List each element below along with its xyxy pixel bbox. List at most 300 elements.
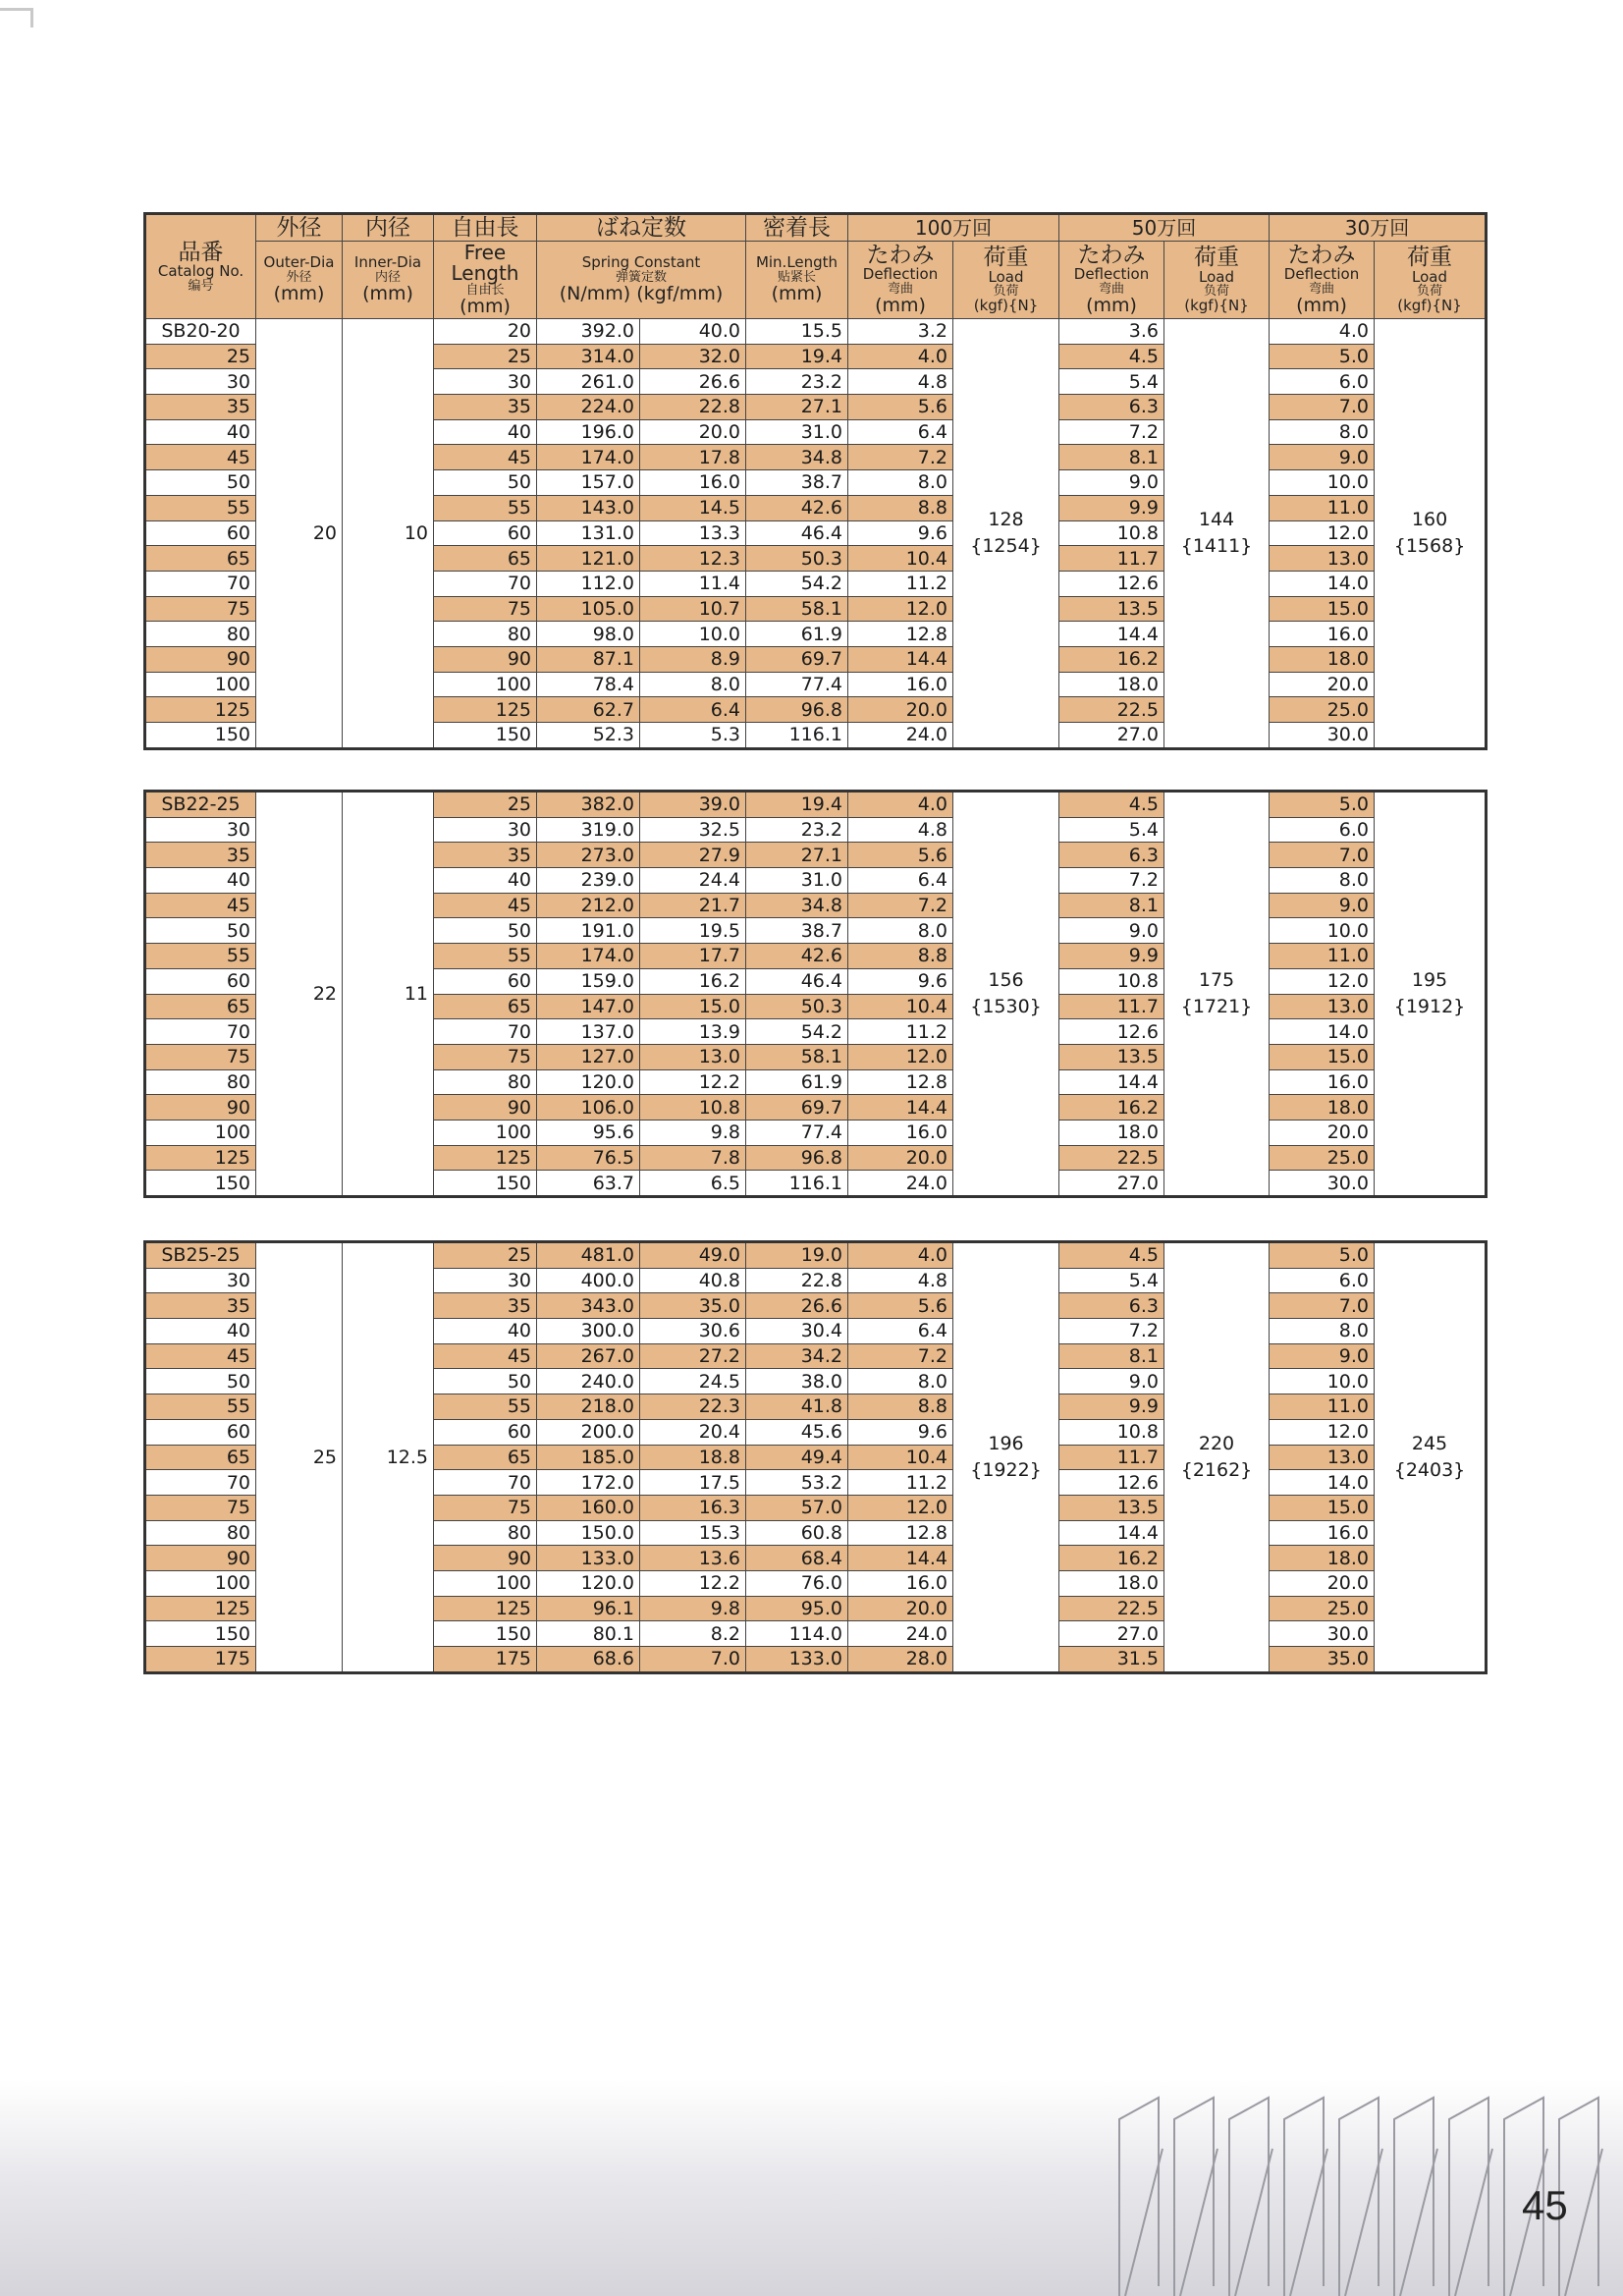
cell-deflection-1: 14.4 (848, 1546, 953, 1571)
cell-deflection-2: 8.1 (1059, 1343, 1164, 1369)
cell-min-length: 53.2 (746, 1470, 848, 1496)
cell-spring-n: 105.0 (537, 596, 640, 622)
table-row (145, 319, 1487, 345)
cell-deflection-1: 10.4 (848, 546, 953, 572)
cell-spring-kgf: 24.4 (640, 868, 746, 894)
cell-spring-n: 174.0 (537, 445, 640, 470)
cell-deflection-3: 35.0 (1270, 1647, 1375, 1673)
cell-min-length: 133.0 (746, 1647, 848, 1673)
load-kgf: 196 (988, 1432, 1024, 1454)
cell-min-length: 15.5 (746, 319, 848, 345)
cell-min-length: 31.0 (746, 419, 848, 445)
cell-outer-dia: 22 (256, 792, 343, 1197)
cell-deflection-3: 18.0 (1270, 1095, 1375, 1121)
cell-spring-kgf: 16.0 (640, 470, 746, 496)
cell-deflection-2: 9.0 (1059, 1369, 1164, 1394)
cell-catalog-no: 50 (145, 1369, 256, 1394)
cell-deflection-2: 8.1 (1059, 445, 1164, 470)
cell-deflection-2: 11.7 (1059, 1445, 1164, 1470)
cell-spring-n: 224.0 (537, 395, 640, 420)
cell-catalog-no: 45 (145, 1343, 256, 1369)
cell-min-length: 23.2 (746, 817, 848, 843)
cell-min-length: 19.4 (746, 792, 848, 818)
cell-deflection-2: 12.6 (1059, 571, 1164, 596)
cell-spring-kgf: 8.0 (640, 672, 746, 697)
cell-spring-kgf: 9.8 (640, 1120, 746, 1145)
cell-deflection-1: 12.0 (848, 1495, 953, 1520)
cell-free-length: 80 (434, 622, 537, 647)
spec-table-sb22 (143, 790, 1488, 1198)
cell-min-length: 41.8 (746, 1394, 848, 1420)
cell-deflection-3: 10.0 (1270, 918, 1375, 944)
cell-catalog-no: 80 (145, 1069, 256, 1095)
cell-deflection-1: 4.0 (848, 792, 953, 818)
cell-deflection-1: 12.0 (848, 596, 953, 622)
cell-min-length: 114.0 (746, 1621, 848, 1647)
cell-deflection-2: 27.0 (1059, 723, 1164, 749)
cell-deflection-3: 12.0 (1270, 520, 1375, 546)
cell-spring-kgf: 13.9 (640, 1019, 746, 1045)
cell-spring-n: 172.0 (537, 1470, 640, 1496)
cell-min-length: 60.8 (746, 1520, 848, 1546)
cell-spring-kgf: 24.5 (640, 1369, 746, 1394)
cell-catalog-no: 70 (145, 1470, 256, 1496)
cell-catalog-no: 75 (145, 1495, 256, 1520)
cell-min-length: 42.6 (746, 944, 848, 969)
cell-spring-kgf: 13.3 (640, 520, 746, 546)
cell-catalog-no: 75 (145, 596, 256, 622)
cell-free-length: 100 (434, 1570, 537, 1596)
cell-deflection-3: 25.0 (1270, 697, 1375, 723)
cell-catalog-no: 30 (145, 817, 256, 843)
cell-deflection-3: 4.0 (1270, 319, 1375, 345)
cell-free-length: 50 (434, 470, 537, 496)
cell-deflection-1: 11.2 (848, 1470, 953, 1496)
cell-deflection-1: 8.8 (848, 1394, 953, 1420)
cell-catalog-no: 50 (145, 918, 256, 944)
cell-catalog-no: 75 (145, 1044, 256, 1069)
cell-deflection-2: 4.5 (1059, 792, 1164, 818)
cell-catalog-no: 60 (145, 520, 256, 546)
header-inner: Inner-Dia 内径 (mm) (343, 242, 434, 319)
cell-catalog-no: 90 (145, 1546, 256, 1571)
header-free: Free Length 自由长 (mm) (434, 242, 537, 319)
cell-deflection-2: 10.8 (1059, 968, 1164, 994)
cell-min-length: 42.6 (746, 495, 848, 520)
cell-deflection-3: 8.0 (1270, 419, 1375, 445)
cell-spring-kgf: 27.2 (640, 1343, 746, 1369)
cell-spring-n: 174.0 (537, 944, 640, 969)
cell-spring-n: 240.0 (537, 1369, 640, 1394)
cell-deflection-2: 8.1 (1059, 893, 1164, 918)
load-kgf: 220 (1198, 1432, 1235, 1454)
header-group-1m: 100万回 (848, 214, 1059, 242)
cell-spring-kgf: 17.8 (640, 445, 746, 470)
cell-spring-n: 392.0 (537, 319, 640, 345)
cell-deflection-2: 4.5 (1059, 344, 1164, 369)
cell-spring-n: 133.0 (537, 1546, 640, 1571)
cell-free-length: 75 (434, 1495, 537, 1520)
cell-deflection-1: 24.0 (848, 1171, 953, 1197)
cell-deflection-1: 12.0 (848, 1044, 953, 1069)
cell-deflection-1: 9.6 (848, 1419, 953, 1445)
cell-spring-kgf: 13.0 (640, 1044, 746, 1069)
cell-free-length: 70 (434, 1470, 537, 1496)
page-number: 45 (1522, 2182, 1568, 2228)
cell-spring-kgf: 26.6 (640, 369, 746, 395)
header-load-2: 荷重 Load 负荷 (kgf){N} (1164, 242, 1270, 319)
cell-free-length: 60 (434, 968, 537, 994)
cell-catalog-no: SB20-20 (145, 319, 256, 345)
cell-free-length: 35 (434, 395, 537, 420)
cell-deflection-3: 7.0 (1270, 843, 1375, 868)
cell-catalog-no: 125 (145, 697, 256, 723)
cell-catalog-no: 80 (145, 622, 256, 647)
load-kgf: 160 (1411, 508, 1448, 530)
cell-free-length: 65 (434, 994, 537, 1019)
cell-deflection-3: 5.0 (1270, 1242, 1375, 1269)
cell-free-length: 100 (434, 1120, 537, 1145)
cell-deflection-2: 9.9 (1059, 1394, 1164, 1420)
cell-free-length: 30 (434, 1268, 537, 1293)
cell-spring-kgf: 9.8 (640, 1596, 746, 1621)
cell-deflection-3: 18.0 (1270, 646, 1375, 672)
cell-deflection-2: 27.0 (1059, 1621, 1164, 1647)
cell-free-length: 35 (434, 1293, 537, 1319)
cell-deflection-2: 14.4 (1059, 1520, 1164, 1546)
cell-free-length: 30 (434, 369, 537, 395)
cell-deflection-2: 6.3 (1059, 843, 1164, 868)
cell-deflection-2: 18.0 (1059, 1570, 1164, 1596)
cell-deflection-1: 4.8 (848, 369, 953, 395)
cell-free-length: 150 (434, 1621, 537, 1647)
cell-min-length: 34.8 (746, 445, 848, 470)
cell-spring-kgf: 40.8 (640, 1268, 746, 1293)
table-header (145, 214, 1487, 319)
load-n: {1912} (1393, 996, 1466, 1017)
cell-deflection-3: 7.0 (1270, 1293, 1375, 1319)
cell-deflection-1: 4.0 (848, 344, 953, 369)
cell-spring-n: 200.0 (537, 1419, 640, 1445)
cell-min-length: 69.7 (746, 1095, 848, 1121)
cell-free-length: 70 (434, 571, 537, 596)
cell-deflection-3: 15.0 (1270, 1495, 1375, 1520)
cell-deflection-3: 20.0 (1270, 1570, 1375, 1596)
cell-deflection-3: 11.0 (1270, 495, 1375, 520)
cell-spring-n: 319.0 (537, 817, 640, 843)
cell-deflection-3: 9.0 (1270, 445, 1375, 470)
cell-deflection-1: 7.2 (848, 893, 953, 918)
cell-free-length: 25 (434, 792, 537, 818)
cell-deflection-2: 6.3 (1059, 395, 1164, 420)
header-min-jp: 密着長 (746, 214, 848, 242)
cell-deflection-3: 15.0 (1270, 1044, 1375, 1069)
cell-min-length: 27.1 (746, 395, 848, 420)
cell-deflection-2: 13.5 (1059, 596, 1164, 622)
load-kgf: 175 (1198, 969, 1235, 991)
cell-deflection-1: 5.6 (848, 1293, 953, 1319)
cell-load-3 (1375, 319, 1487, 749)
cell-spring-n: 112.0 (537, 571, 640, 596)
cell-deflection-3: 18.0 (1270, 1546, 1375, 1571)
cell-deflection-3: 16.0 (1270, 1069, 1375, 1095)
cell-free-length: 125 (434, 697, 537, 723)
cell-deflection-3: 16.0 (1270, 622, 1375, 647)
header-spring-jp: ばね定数 (537, 214, 746, 242)
cell-deflection-2: 4.5 (1059, 1242, 1164, 1269)
cell-spring-kgf: 7.8 (640, 1145, 746, 1171)
cell-spring-n: 273.0 (537, 843, 640, 868)
cell-free-length: 55 (434, 495, 537, 520)
cell-catalog-no: 125 (145, 1145, 256, 1171)
cell-deflection-2: 9.9 (1059, 944, 1164, 969)
cell-deflection-1: 4.8 (848, 817, 953, 843)
cell-spring-kgf: 15.0 (640, 994, 746, 1019)
cell-deflection-2: 12.6 (1059, 1470, 1164, 1496)
cell-deflection-1: 16.0 (848, 1120, 953, 1145)
header-min: Min.Length 贴紧长 (mm) (746, 242, 848, 319)
cell-deflection-1: 11.2 (848, 571, 953, 596)
cell-deflection-3: 13.0 (1270, 994, 1375, 1019)
cell-free-length: 40 (434, 1319, 537, 1344)
cell-min-length: 38.7 (746, 918, 848, 944)
cell-free-length: 45 (434, 445, 537, 470)
cell-free-length: 90 (434, 1546, 537, 1571)
cell-min-length: 34.8 (746, 893, 848, 918)
cell-deflection-1: 4.0 (848, 1242, 953, 1269)
cell-deflection-2: 16.2 (1059, 1095, 1164, 1121)
cell-min-length: 54.2 (746, 1019, 848, 1045)
cell-spring-n: 314.0 (537, 344, 640, 369)
cell-deflection-2: 11.7 (1059, 994, 1164, 1019)
cell-deflection-1: 7.2 (848, 1343, 953, 1369)
cell-spring-n: 147.0 (537, 994, 640, 1019)
cell-free-length: 90 (434, 646, 537, 672)
cell-spring-kgf: 22.8 (640, 395, 746, 420)
cell-spring-kgf: 12.2 (640, 1069, 746, 1095)
cell-spring-n: 191.0 (537, 918, 640, 944)
cell-catalog-no: 70 (145, 571, 256, 596)
cell-catalog-no: 65 (145, 1445, 256, 1470)
cell-spring-n: 143.0 (537, 495, 640, 520)
cell-spring-kgf: 40.0 (640, 319, 746, 345)
header-deflection-2: たわみ Deflection 弯曲 (mm) (1059, 242, 1164, 319)
cell-spring-kgf: 32.5 (640, 817, 746, 843)
cell-spring-n: 62.7 (537, 697, 640, 723)
cell-deflection-3: 11.0 (1270, 1394, 1375, 1420)
cell-catalog-no: 55 (145, 495, 256, 520)
cell-outer-dia: 25 (256, 1242, 343, 1673)
cell-free-length: 55 (434, 1394, 537, 1420)
cell-catalog-no: 100 (145, 1120, 256, 1145)
cell-spring-kgf: 49.0 (640, 1242, 746, 1269)
load-kgf: 245 (1411, 1432, 1448, 1454)
cell-min-length: 22.8 (746, 1268, 848, 1293)
cell-free-length: 125 (434, 1596, 537, 1621)
cell-deflection-2: 11.7 (1059, 546, 1164, 572)
cell-deflection-1: 11.2 (848, 1019, 953, 1045)
cell-min-length: 68.4 (746, 1546, 848, 1571)
cell-min-length: 96.8 (746, 697, 848, 723)
cell-catalog-no: SB25-25 (145, 1242, 256, 1269)
cell-spring-n: 261.0 (537, 369, 640, 395)
cell-catalog-no: 125 (145, 1596, 256, 1621)
cell-deflection-3: 9.0 (1270, 1343, 1375, 1369)
cell-free-length: 40 (434, 419, 537, 445)
cell-spring-n: 120.0 (537, 1069, 640, 1095)
cell-deflection-1: 8.0 (848, 918, 953, 944)
load-n: {1254} (970, 534, 1042, 557)
cell-min-length: 95.0 (746, 1596, 848, 1621)
cell-spring-kgf: 20.0 (640, 419, 746, 445)
cell-min-length: 116.1 (746, 1171, 848, 1197)
cell-min-length: 77.4 (746, 672, 848, 697)
cell-inner-dia: 11 (343, 792, 434, 1197)
load-kgf: 195 (1411, 969, 1448, 991)
cell-deflection-1: 12.8 (848, 1520, 953, 1546)
cell-min-length: 69.7 (746, 646, 848, 672)
cell-catalog-no: 60 (145, 1419, 256, 1445)
cell-spring-kgf: 8.2 (640, 1621, 746, 1647)
cell-deflection-3: 6.0 (1270, 817, 1375, 843)
cell-spring-n: 121.0 (537, 546, 640, 572)
cell-spring-n: 80.1 (537, 1621, 640, 1647)
cell-deflection-2: 7.2 (1059, 868, 1164, 894)
cell-deflection-1: 8.8 (848, 944, 953, 969)
cell-spring-kgf: 39.0 (640, 792, 746, 818)
cell-deflection-2: 3.6 (1059, 319, 1164, 345)
cell-min-length: 46.4 (746, 520, 848, 546)
cell-min-length: 50.3 (746, 994, 848, 1019)
cell-catalog-no: 35 (145, 843, 256, 868)
cell-spring-n: 481.0 (537, 1242, 640, 1269)
cell-deflection-3: 9.0 (1270, 893, 1375, 918)
cell-catalog-no: 150 (145, 1621, 256, 1647)
cell-spring-n: 76.5 (537, 1145, 640, 1171)
cell-min-length: 31.0 (746, 868, 848, 894)
cell-free-length: 100 (434, 672, 537, 697)
cell-spring-kgf: 17.5 (640, 1470, 746, 1496)
cell-catalog-no: 65 (145, 994, 256, 1019)
cell-min-length: 34.2 (746, 1343, 848, 1369)
cell-deflection-1: 16.0 (848, 1570, 953, 1596)
cell-deflection-1: 8.0 (848, 1369, 953, 1394)
cell-deflection-1: 7.2 (848, 445, 953, 470)
load-n: {1411} (1180, 534, 1253, 557)
cell-spring-n: 157.0 (537, 470, 640, 496)
cell-deflection-2: 7.2 (1059, 1319, 1164, 1344)
cell-load-1 (953, 319, 1059, 749)
cell-deflection-3: 11.0 (1270, 944, 1375, 969)
cell-deflection-1: 8.0 (848, 470, 953, 496)
cell-deflection-2: 5.4 (1059, 369, 1164, 395)
cell-free-length: 25 (434, 1242, 537, 1269)
cell-spring-kgf: 12.2 (640, 1570, 746, 1596)
cell-deflection-2: 27.0 (1059, 1171, 1164, 1197)
cell-deflection-1: 28.0 (848, 1647, 953, 1673)
cell-deflection-2: 22.5 (1059, 1596, 1164, 1621)
table-body-sb25 (145, 1242, 1487, 1673)
cell-spring-n: 185.0 (537, 1445, 640, 1470)
cell-load-3 (1375, 792, 1487, 1197)
cell-spring-kgf: 14.5 (640, 495, 746, 520)
cell-spring-kgf: 16.3 (640, 1495, 746, 1520)
cell-spring-kgf: 10.8 (640, 1095, 746, 1121)
cell-min-length: 30.4 (746, 1319, 848, 1344)
cell-deflection-1: 12.8 (848, 622, 953, 647)
cell-deflection-3: 14.0 (1270, 1019, 1375, 1045)
cell-free-length: 150 (434, 1171, 537, 1197)
cell-deflection-1: 9.6 (848, 520, 953, 546)
cell-free-length: 80 (434, 1069, 537, 1095)
cell-free-length: 65 (434, 546, 537, 572)
load-n: {2162} (1180, 1458, 1253, 1481)
cell-inner-dia: 10 (343, 319, 434, 749)
cell-spring-kgf: 6.5 (640, 1171, 746, 1197)
cell-catalog-no: 175 (145, 1647, 256, 1673)
cell-spring-kgf: 6.4 (640, 697, 746, 723)
cell-outer-dia: 20 (256, 319, 343, 749)
cell-deflection-1: 5.6 (848, 843, 953, 868)
cell-deflection-2: 16.2 (1059, 1546, 1164, 1571)
cell-deflection-2: 13.5 (1059, 1495, 1164, 1520)
cell-free-length: 45 (434, 893, 537, 918)
cell-deflection-2: 31.5 (1059, 1647, 1164, 1673)
cell-deflection-2: 16.2 (1059, 646, 1164, 672)
cell-spring-n: 95.6 (537, 1120, 640, 1145)
cell-deflection-3: 12.0 (1270, 968, 1375, 994)
cell-catalog-no: 55 (145, 1394, 256, 1420)
cell-spring-n: 159.0 (537, 968, 640, 994)
cell-load-3 (1375, 1242, 1487, 1673)
cell-deflection-3: 8.0 (1270, 868, 1375, 894)
cell-deflection-3: 15.0 (1270, 596, 1375, 622)
cell-min-length: 23.2 (746, 369, 848, 395)
header-outer: Outer-Dia 外径 (mm) (256, 242, 343, 319)
cell-spring-kgf: 17.7 (640, 944, 746, 969)
cell-spring-kgf: 16.2 (640, 968, 746, 994)
header-group-500k: 50万回 (1059, 214, 1270, 242)
cell-spring-n: 127.0 (537, 1044, 640, 1069)
header-load-1: 荷重 Load 负荷 (kgf){N} (953, 242, 1059, 319)
cell-spring-n: 78.4 (537, 672, 640, 697)
cell-spring-kgf: 21.7 (640, 893, 746, 918)
cell-spring-n: 239.0 (537, 868, 640, 894)
load-kgf: 128 (988, 508, 1024, 530)
cell-free-length: 45 (434, 1343, 537, 1369)
table-body-sb20 (145, 319, 1487, 749)
corner-crop-mark (0, 8, 33, 27)
cell-deflection-1: 8.8 (848, 495, 953, 520)
cell-deflection-2: 10.8 (1059, 520, 1164, 546)
cell-deflection-1: 10.4 (848, 1445, 953, 1470)
cell-catalog-no: 150 (145, 723, 256, 749)
cell-catalog-no: 35 (145, 395, 256, 420)
cell-free-length: 60 (434, 520, 537, 546)
cell-spring-kgf: 5.3 (640, 723, 746, 749)
cell-min-length: 19.4 (746, 344, 848, 369)
cell-min-length: 49.4 (746, 1445, 848, 1470)
cell-spring-n: 218.0 (537, 1394, 640, 1420)
cell-spring-n: 131.0 (537, 520, 640, 546)
cell-free-length: 35 (434, 843, 537, 868)
cell-deflection-3: 25.0 (1270, 1596, 1375, 1621)
cell-free-length: 20 (434, 319, 537, 345)
cell-spring-kgf: 35.0 (640, 1293, 746, 1319)
cell-deflection-1: 24.0 (848, 723, 953, 749)
cell-spring-kgf: 30.6 (640, 1319, 746, 1344)
cell-deflection-2: 9.0 (1059, 470, 1164, 496)
